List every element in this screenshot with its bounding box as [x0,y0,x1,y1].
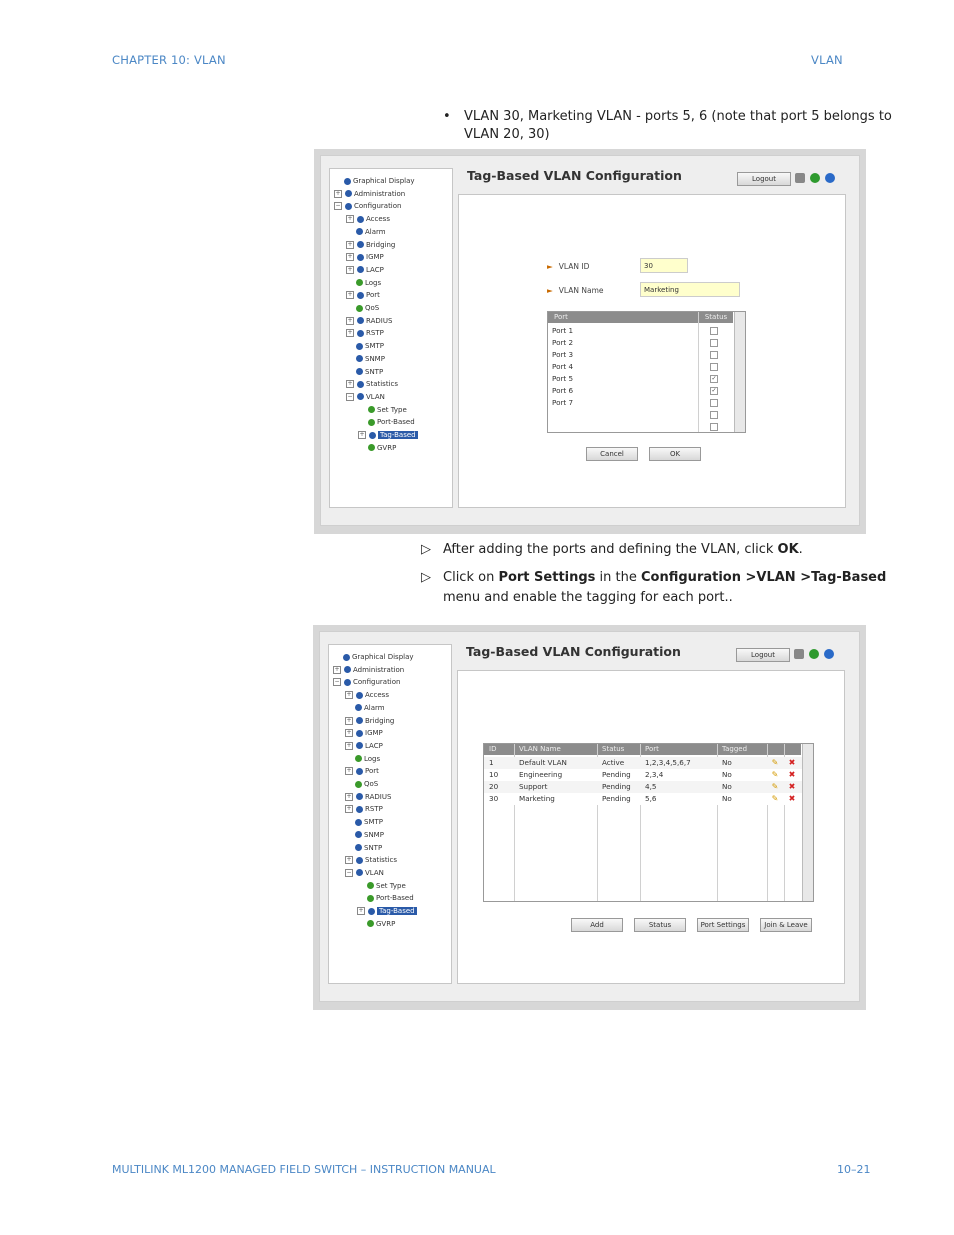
page-title: Tag-Based VLAN Configuration [466,644,681,659]
ok-button[interactable]: OK [649,447,701,461]
bullet-icon [344,666,351,673]
port-settings-button[interactable]: Port Settings [697,918,749,932]
step-arrow-icon: ▷ [421,542,431,557]
cell-tagged: No [722,758,732,767]
col-header: VLAN Name [514,744,597,755]
expand-icon[interactable]: + [347,380,353,388]
tree-item-label: Administration [354,189,406,198]
tree-item-label: Access [365,691,389,700]
port-row-label: Port 1 [552,326,574,335]
col-header: ID [484,744,514,755]
tree-item-admin[interactable] [334,188,405,200]
tree-item-label: Alarm [364,703,385,712]
tree-item-snmp[interactable] [356,353,385,365]
cell-tagged: No [722,794,732,803]
tree-item-label: SNTP [365,367,384,376]
tree-item-label: VLAN [365,868,384,877]
status-button[interactable]: Status [634,918,686,932]
cell-port: 4,5 [645,782,657,791]
tree-item-label: Configuration [354,202,402,211]
tree-item-label: Graphical Display [352,653,414,661]
bullet-icon [357,317,364,324]
delete-icon[interactable]: ✖ [788,794,796,803]
tree-item-gvrp[interactable] [367,918,395,930]
add-button[interactable]: Add [571,918,623,932]
col-header: Status [597,744,640,755]
port-row-label: Port 6 [552,386,574,395]
cancel-button[interactable]: Cancel [586,447,638,461]
delete-icon[interactable]: ✖ [788,782,796,791]
expand-icon[interactable]: − [346,868,352,876]
port-row-label: Port 2 [552,338,574,347]
tree-item-label: VLAN [366,392,385,401]
cell-name: Default VLAN [519,758,567,767]
screenshot-vlan-config [314,149,866,534]
tree-item-label: RADIUS [366,316,393,325]
expand-icon[interactable]: + [346,805,352,813]
scrollbar[interactable] [734,312,745,432]
tree-item-tagbased[interactable] [358,429,418,441]
cell-tagged: No [722,782,732,791]
disk-icon[interactable] [794,649,804,659]
tree-item-label: Bridging [365,716,395,725]
scrollbar[interactable] [802,744,813,901]
vlan-id-input[interactable]: 30 [640,258,688,273]
bullet-icon [369,432,376,439]
expand-icon[interactable]: − [335,202,341,210]
bullet-icon [344,679,351,686]
bullet-icon [355,844,362,851]
bullet-icon [356,869,363,876]
tree-item-config[interactable] [333,676,400,688]
port-status-checkbox[interactable] [710,327,718,335]
tree-item-label: RADIUS [365,792,392,801]
page-number: 10–21 [837,1163,871,1176]
expand-icon[interactable]: + [347,215,353,223]
tree-item-logs[interactable] [356,277,381,289]
tree-item-statistics[interactable] [346,378,398,390]
disk-icon[interactable] [795,173,805,183]
bullet-icon [355,704,362,711]
bullet-icon [357,292,364,299]
tree-item-access[interactable] [346,213,390,225]
cell-status: Pending [602,770,631,779]
bullet-icon [357,381,364,388]
bullet-icon [368,908,375,915]
vlan-name-input[interactable]: Marketing [640,282,740,297]
tree-item-bridging[interactable] [345,715,394,727]
nav-tree [329,168,453,508]
tree-item-label: Statistics [365,856,397,865]
tree-item-settype[interactable] [368,404,407,416]
tree-item-label: SNMP [364,830,384,839]
tree-item-tagbased[interactable] [357,905,417,917]
bullet-icon [356,717,363,724]
bullet-icon [345,203,352,210]
tree-item-label: Tag-Based [380,431,416,439]
tree-item-alarm[interactable] [356,226,386,238]
tree-item-sntp[interactable] [355,842,382,854]
step2-line2: menu and enable the tagging for each port.. [443,590,733,605]
tree-item-label: SMTP [364,818,383,827]
tree-item-access[interactable] [345,689,389,701]
cell-status: Pending [602,782,631,791]
bullet-icon [355,831,362,838]
bullet-icon [367,895,374,902]
logout-button[interactable]: Logout [737,172,791,186]
tree-item-lacp[interactable] [345,740,383,752]
bullet-icon [356,742,363,749]
tree-item-logs[interactable] [355,753,380,765]
step2-text: Click on Port Settings in the Configuration >VLAN >Tag-Based [443,570,887,585]
tree-item-label: Logs [365,278,382,287]
col-header: Port [640,744,717,755]
cell-tagged: No [722,770,732,779]
col-status-header: Status [699,312,733,323]
screenshot-vlan-list [313,625,866,1010]
port-row-label: Port 7 [552,398,574,407]
vlan-name-label: ► VLAN Name [547,286,604,295]
footer-title: MULTILINK ML1200 MANAGED FIELD SWITCH – INSTRUCTION MANUAL [112,1163,496,1176]
tree-item-portbased[interactable] [367,892,414,904]
expand-icon[interactable]: + [347,253,353,261]
cell-id: 30 [489,794,499,803]
cell-id: 1 [489,758,494,767]
tree-item-label: Access [366,215,390,224]
tree-item-label: IGMP [365,729,383,738]
vlan-id-label: ► VLAN ID [547,262,590,271]
tree-item-label: QoS [365,304,380,312]
expand-icon[interactable]: + [346,691,352,699]
tree-item-label: LACP [365,741,383,750]
expand-icon[interactable]: − [334,678,340,686]
logout-button[interactable]: Logout [736,648,790,662]
tree-item-label: Set Type [377,405,407,414]
tree-item-label: GVRP [376,919,396,928]
tree-item-igmp[interactable] [346,251,384,263]
nav-tree [328,644,452,984]
bullet-icon [356,768,363,775]
cell-name: Support [519,782,548,791]
chapter-header: CHAPTER 10: VLAN [112,53,226,67]
tree-item-label: QoS [364,780,379,788]
bullet-icon [357,216,364,223]
port-status-checkbox[interactable] [710,399,718,407]
tree-item-qos[interactable] [356,302,379,314]
tree-item-vlan[interactable] [346,391,385,403]
bullet-line2: VLAN 20, 30) [464,127,550,142]
tree-item-label: Tag-Based [379,907,415,915]
tree-item-label: IGMP [366,253,384,262]
column-divider [698,312,699,432]
pencil-icon[interactable]: ✎ [771,794,779,803]
join-leave-button[interactable]: Join & Leave [760,918,812,932]
port-status-checkbox[interactable] [710,339,718,347]
cell-port: 1,2,3,4,5,6,7 [645,758,691,767]
cell-id: 20 [489,782,499,791]
tree-item-gvrp[interactable] [368,442,396,454]
expand-icon[interactable]: + [346,792,352,800]
expand-icon[interactable]: + [346,767,352,775]
tree-item-sntp[interactable] [356,366,383,378]
bullet-icon [356,368,363,375]
tree-item-qos[interactable] [355,778,378,790]
bullet-icon [356,305,363,312]
cell-name: Engineering [519,770,563,779]
bullet-line1: VLAN 30, Marketing VLAN - ports 5, 6 (note that port 5 belongs to [464,109,892,124]
expand-icon[interactable]: + [358,907,364,914]
col-header-action [767,744,784,755]
bullet-icon [345,190,352,197]
tree-item-radius[interactable] [345,791,391,803]
tree-item-label: RSTP [366,329,384,338]
bullet-icon [344,178,351,185]
expand-icon[interactable]: + [346,716,352,724]
port-status-checkbox[interactable] [710,351,718,359]
tree-item-port[interactable] [345,765,379,777]
expand-icon[interactable]: + [334,665,340,673]
tree-item-config[interactable] [334,200,401,212]
help-icon[interactable] [824,649,834,659]
port-row-label: Port 3 [552,350,574,359]
bullet-icon [356,355,363,362]
cell-status: Active [602,758,625,767]
bullet-icon [356,343,363,350]
content-panel [458,194,846,508]
tree-item-label: Administration [353,665,405,674]
pencil-icon[interactable]: ✎ [771,782,779,791]
tree-item-label: Port [366,291,380,300]
bullet-icon [368,444,375,451]
step-arrow-icon: ▷ [421,570,431,585]
expand-icon[interactable]: + [346,741,352,749]
bullet-icon [356,793,363,800]
col-header-action [784,744,801,755]
help-icon[interactable] [825,173,835,183]
tree-item-graphical[interactable] [343,651,414,663]
tree-item-admin[interactable] [333,664,404,676]
expand-icon[interactable]: + [359,431,365,438]
tree-item-label: Graphical Display [353,177,415,185]
delete-icon[interactable]: ✖ [788,758,796,767]
tree-item-igmp[interactable] [345,727,383,739]
expand-icon[interactable]: + [347,329,353,337]
expand-icon[interactable]: + [347,240,353,248]
content-panel [457,670,845,984]
tree-item-label: Alarm [365,227,386,236]
bullet-icon [368,406,375,413]
tree-item-label: SMTP [365,342,384,351]
tree-item-snmp[interactable] [355,829,384,841]
cell-id: 10 [489,770,499,779]
port-status-checkbox[interactable]: ✓ [711,375,717,382]
tree-item-label: SNTP [364,843,383,852]
bullet-icon [356,806,363,813]
pencil-icon[interactable]: ✎ [771,758,779,767]
section-header: VLAN [811,53,843,67]
refresh-icon[interactable] [809,649,819,659]
cell-name: Marketing [519,794,555,803]
vlan-table [483,743,814,902]
tree-item-statistics[interactable] [345,854,397,866]
tree-item-label: GVRP [377,443,397,452]
pencil-icon[interactable]: ✎ [771,770,779,779]
arrow-icon: ► [547,262,553,271]
tree-item-graphical[interactable] [344,175,415,187]
expand-icon[interactable]: − [347,392,353,400]
port-status-checkbox[interactable] [710,363,718,371]
page-title: Tag-Based VLAN Configuration [467,168,682,183]
refresh-icon[interactable] [810,173,820,183]
tree-item-smtp[interactable] [355,816,383,828]
tree-item-label: LACP [366,265,384,274]
tree-item-port[interactable] [346,289,380,301]
tree-item-radius[interactable] [346,315,392,327]
expand-icon[interactable]: + [335,189,341,197]
bullet-icon [356,279,363,286]
tree-item-label: Bridging [366,240,396,249]
tree-item-vlan[interactable] [345,867,384,879]
cell-port: 2,3,4 [645,770,664,779]
expand-icon[interactable]: + [346,856,352,864]
bullet-icon [356,857,363,864]
bullet-icon [356,692,363,699]
bullet-icon [355,781,362,788]
bullet-icon [356,730,363,737]
tree-item-rstp[interactable] [345,803,383,815]
port-status-checkbox[interactable] [710,423,718,431]
port-row-label: Port 5 [552,374,574,383]
bullet-icon [355,755,362,762]
tree-item-label: Port-Based [376,894,414,903]
tree-item-label: Statistics [366,380,398,389]
bullet-icon [367,920,374,927]
bullet-dot: • [443,109,451,124]
expand-icon[interactable]: + [347,291,353,299]
tree-item-label: Port-Based [377,418,415,427]
tree-item-lacp[interactable] [346,264,384,276]
tree-item-rstp[interactable] [346,327,384,339]
bullet-icon [357,241,364,248]
bullet-icon [356,228,363,235]
port-status-checkbox[interactable]: ✓ [711,387,717,394]
step1-text: After adding the ports and defining the VLAN, click OK. [443,542,803,557]
cell-status: Pending [602,794,631,803]
bullet-icon [368,419,375,426]
expand-icon[interactable]: + [346,729,352,737]
port-table [547,311,746,433]
delete-icon[interactable]: ✖ [788,770,796,779]
bullet-icon [355,819,362,826]
expand-icon[interactable]: + [347,265,353,273]
tree-item-label: SNMP [365,354,385,363]
bullet-icon [343,654,350,661]
arrow-icon: ► [547,286,553,295]
tree-item-alarm[interactable] [355,702,385,714]
expand-icon[interactable]: + [347,316,353,324]
port-row-label: Port 4 [552,362,574,371]
bullet-icon [357,330,364,337]
tree-item-settype[interactable] [367,880,406,892]
tree-item-bridging[interactable] [346,239,395,251]
tree-item-label: Set Type [376,881,406,890]
cell-port: 5,6 [645,794,657,803]
tree-item-label: Configuration [353,678,401,687]
tree-item-smtp[interactable] [356,340,384,352]
port-status-checkbox[interactable] [710,411,718,419]
bullet-icon [367,882,374,889]
tree-item-label: RSTP [365,805,383,814]
col-header: Tagged [717,744,767,755]
tree-item-portbased[interactable] [368,416,415,428]
bullet-icon [357,393,364,400]
bullet-icon [357,266,364,273]
bullet-icon [357,254,364,261]
col-port-header: Port [548,312,698,323]
tree-item-label: Logs [364,754,381,763]
tree-item-label: Port [365,767,379,776]
